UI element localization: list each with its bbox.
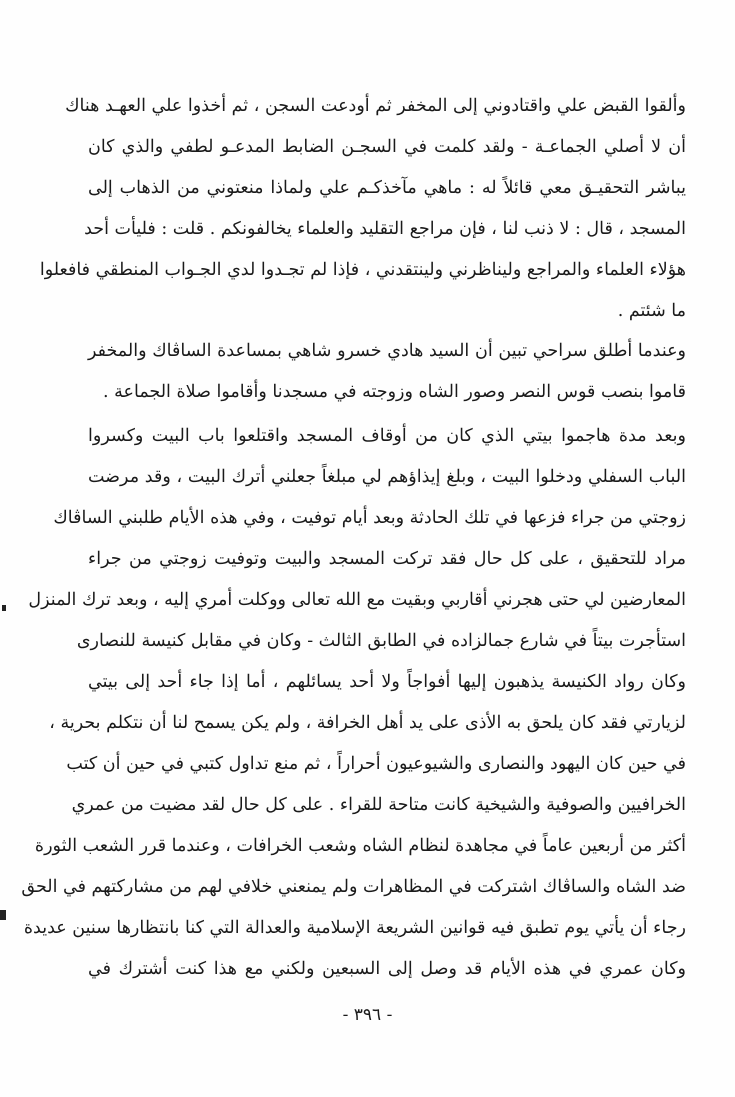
text-line: أكثر من أربعين عاماً في مجاهدة لنظام الشاه وشعب الخرافات ، وعندما قرر الشعب الثورة xyxy=(34,836,686,856)
paragraph-3 xyxy=(21,416,686,990)
text-line: الباب السفلي ودخلوا البيت ، وبلغ إيذاؤهم لي مبلغاً جعلني أترك البيت ، وقد مرضت xyxy=(88,467,686,487)
text-line: المعارضين لي حتى هجرني أقاربي وبقيت مع الله تعالى ووكلت أمري إليه ، وبعد ترك المنزل xyxy=(28,590,686,610)
scan-speck xyxy=(2,605,6,611)
text-line: وكان عمري في هذه الأيام قد وصل إلى السبعين ولكني مع هذا كنت أشترك في xyxy=(88,959,686,979)
text-line: في حين كان اليهود والنصارى والشيوعيون أحراراً ، ثم منع تداول كتبي في حين أن كتب xyxy=(66,754,686,774)
text-line: لزيارتي فقد كان يلحق به الأذى على يد أهل الخرافة ، ولم يكن يسمح لنا أن نتكلم بحرية ، xyxy=(49,713,686,733)
text-line: مراد للتحقيق ، على كل حال فقد تركت المسجد والبيت وتوفيت زوجتي من جراء xyxy=(88,549,686,569)
text-line: وكان رواد الكنيسة يذهبون إليها أفواجاً ولا أحد يسائلهم ، أما إذا جاء أحد إلى بيتي xyxy=(88,672,686,692)
text-line: الخرافيين والصوفية والشيخية كانت متاحة للقراء . على كل حال لقد مضيت من عمري xyxy=(71,795,686,815)
text-line: المسجد ، قال : لا ذنب لنا ، فإن مراجع التقليد والعلماء يخالفونكم . قلت : فليأت أحد xyxy=(84,219,686,239)
text-line: أن لا أصلي الجماعـة - ولقد كلمت في السجـن الضابط المدعـو لطفي والذي كان xyxy=(88,137,686,157)
page-number: - ٣٩٦ - xyxy=(342,1005,393,1025)
text-line: يباشر التحقيـق معي قائلاً له : ماهي مآخذكـم علي ولماذا منعتوني من الذهاب إلى xyxy=(88,178,686,198)
text-line: وبعد مدة هاجموا بيتي الذي كان من أوقاف المسجد واقتلعوا باب البيت وكسروا xyxy=(88,426,686,446)
text-line: قاموا بنصب قوس النصر وصور الشاه وزوجته في مسجدنا وأقاموا صلاة الجماعة . xyxy=(103,382,686,402)
text-line: هؤلاء العلماء والمراجع وليناظرني ولينتقدني ، فإذا لم تجـدوا لدي الجـواب المنطقي فافعلوا xyxy=(39,260,686,280)
text-line: رجاء أن يأتي يوم تطبق فيه قوانين الشريعة الإسلامية والعدالة التي كنا بانتظارها سنين عديدة xyxy=(23,918,686,938)
text-line: ضد الشاه والساڤاك اشتركت في المظاهرات ولم يمنعني خلافي لهم من مشاركتهم في الحق xyxy=(21,877,686,897)
scan-speck xyxy=(0,910,6,920)
paragraph-1 xyxy=(39,86,686,332)
paragraph-2 xyxy=(88,331,686,413)
text-line: زوجتي من جراء فزعها في تلك الحادثة وبعد أيام توفيت ، وفي هذه الأيام طلبني الساڤاك xyxy=(53,508,686,528)
text-line: استأجرت بيتاً في شارع جمالزاده في الطابق الثالث - وكان في مقابل كنيسة للنصارى xyxy=(76,631,686,651)
text-line: وعندما أطلق سراحي تبين أن السيد هادي خسرو شاهي بمساعدة الساڤاك والمخفر xyxy=(88,341,686,361)
text-line: وألقوا القبض علي واقتادوني إلى المخفر ثم أودعت السجن ، ثم أخذوا علي العهـد هناك xyxy=(65,96,686,116)
text-line: ما شئتم . xyxy=(617,301,686,321)
